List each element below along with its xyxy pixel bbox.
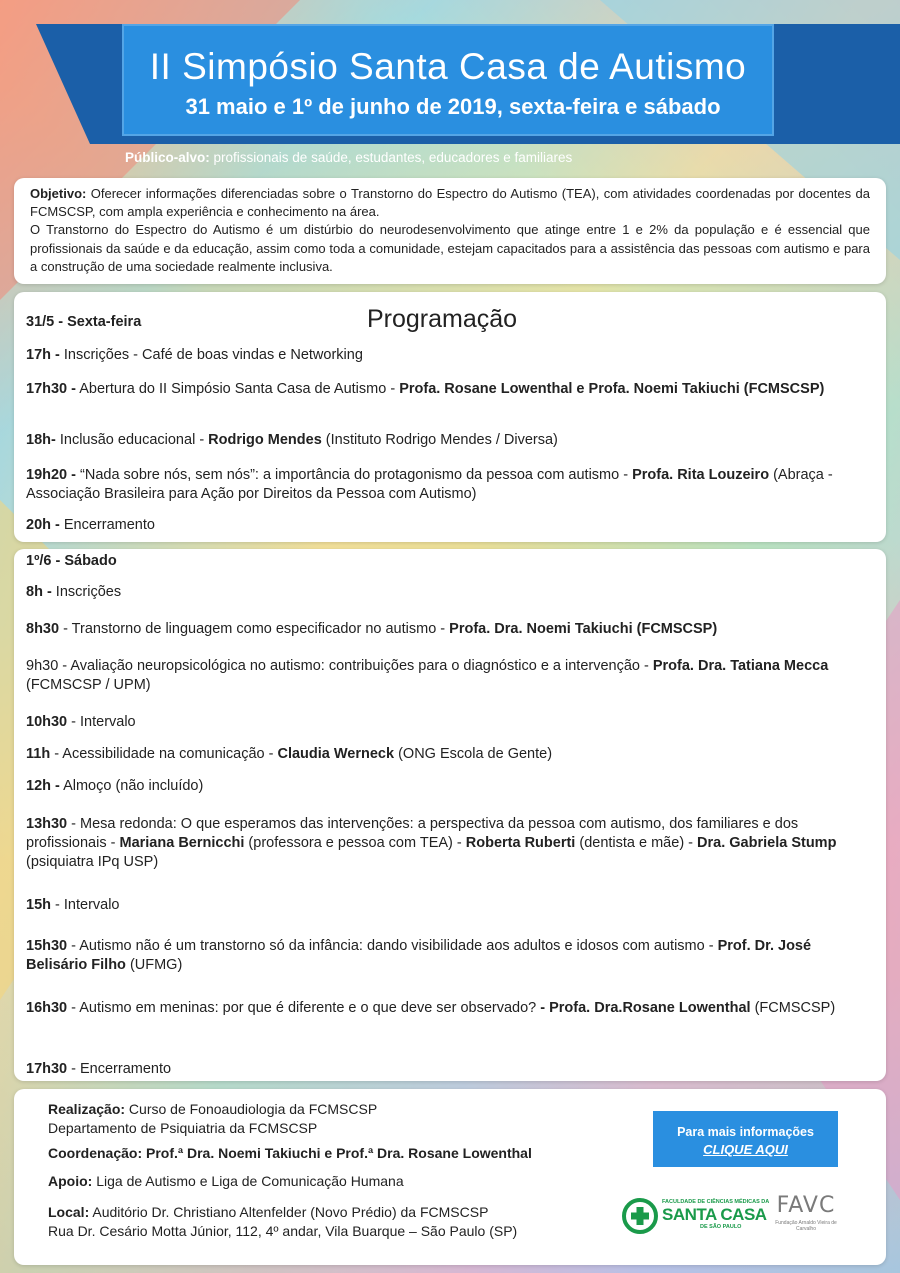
santa-casa-logo bbox=[622, 1196, 770, 1236]
schedule-text: - Transtorno de linguagem como especificador no autismo - bbox=[59, 621, 450, 637]
local-address: Rua Dr. Cesário Motta Júnior, 112, 4º andar, Vila Buarque – São Paulo (SP) bbox=[48, 1223, 518, 1239]
target-audience bbox=[125, 150, 572, 165]
schedule-affiliation: (psiquiatra IPq USP) bbox=[26, 854, 159, 870]
apoio-label: Apoio: bbox=[48, 1173, 93, 1189]
schedule-time: 15h bbox=[26, 897, 51, 913]
schedule-time: 13h30 bbox=[26, 816, 68, 832]
schedule-time: 9h30 bbox=[26, 658, 59, 674]
schedule-text: - Intervalo bbox=[67, 714, 136, 730]
schedule-item bbox=[26, 745, 866, 764]
schedule-text: - Acessibilidade na comunicação - bbox=[50, 746, 278, 762]
realizacao-text: Curso de Fonoaudiologia da FCMSCSP bbox=[125, 1101, 378, 1117]
schedule-speaker: Profa. Rosane Lowenthal e Profa. Noemi Takiuchi (FCMSCSP) bbox=[399, 381, 825, 397]
santa-casa-caption: FACULDADE DE CIÊNCIAS MÉDICAS DA bbox=[662, 1199, 770, 1205]
favc-logo bbox=[772, 1193, 840, 1241]
schedule-time: 16h30 bbox=[26, 1000, 68, 1016]
coordenacao-block bbox=[48, 1144, 638, 1163]
objective-label: Objetivo: bbox=[30, 186, 87, 201]
local-block bbox=[48, 1203, 638, 1241]
schedule-time: 8h30 bbox=[26, 621, 60, 637]
schedule-time: 20h - bbox=[26, 517, 60, 533]
schedule-item bbox=[26, 657, 866, 695]
realizacao-text-2: Departamento de Psiquiatria da FCMSCSP bbox=[48, 1120, 318, 1136]
schedule-text: - Autismo em meninas: por que é diferente e o que deve ser observado? bbox=[67, 1000, 541, 1016]
schedule-text: Almoço (não incluído) bbox=[59, 778, 204, 794]
schedule-item bbox=[26, 777, 866, 796]
apoio-block bbox=[48, 1172, 638, 1191]
schedule-speaker: Mariana Bernicchi bbox=[119, 835, 245, 851]
schedule-item bbox=[26, 815, 866, 872]
schedule-speaker: Rodrigo Mendes bbox=[208, 432, 322, 448]
title-box bbox=[122, 24, 774, 136]
schedule-time: 17h30 - bbox=[26, 381, 76, 397]
schedule-text: - Autismo não é um transtorno só da infância: dando visibilidade aos adultos e idosos com autismo - bbox=[67, 938, 718, 954]
objective-text: Oferecer informações diferenciadas sobre o Transtorno do Espectro do Autismo (TEA), com atividades coordenadas por docentes da FCMSCSP, com ampla experiência e conhecimento na área. bbox=[30, 186, 870, 220]
schedule-text: Abertura do II Simpósio Santa Casa de Autismo - bbox=[75, 381, 400, 397]
schedule-speaker: Claudia Werneck bbox=[277, 746, 395, 762]
schedule-item bbox=[26, 1060, 866, 1079]
schedule-time: 12h - bbox=[26, 778, 60, 794]
favc-caption: Fundação Arnaldo Vieira de Carvalho bbox=[775, 1220, 837, 1232]
santa-casa-name: SANTA CASA bbox=[662, 1205, 767, 1224]
schedule-text: Inclusão educacional - bbox=[55, 432, 209, 448]
schedule-text: Inscrições bbox=[51, 584, 122, 600]
more-info-label: Para mais informações bbox=[677, 1125, 814, 1139]
schedule-speaker: Profa. Rita Louzeiro bbox=[632, 467, 770, 483]
coordenacao-text: Prof.ª Dra. Noemi Takiuchi e Prof.ª Dra. Rosane Lowenthal bbox=[142, 1145, 532, 1161]
realizacao-block bbox=[48, 1100, 638, 1138]
schedule-item bbox=[26, 346, 866, 365]
program-title: Programação bbox=[367, 305, 518, 333]
schedule-affiliation: (ONG Escola de Gente) bbox=[394, 746, 553, 762]
schedule-time: 11h bbox=[26, 746, 51, 762]
schedule-time: 17h - bbox=[26, 347, 60, 363]
schedule-speaker: Prof. Dr. José Belisário Filho bbox=[26, 938, 812, 973]
schedule-time: 19h20 - bbox=[26, 467, 76, 483]
schedule-speaker: Profa. Dra. Noemi Takiuchi (FCMSCSP) bbox=[449, 621, 718, 637]
schedule-speaker: Profa. Dra. Tatiana Mecca bbox=[652, 658, 829, 674]
schedule-item bbox=[26, 583, 866, 602]
day2-label-text: 1º/6 - Sábado bbox=[26, 553, 117, 569]
local-label: Local: bbox=[48, 1204, 90, 1220]
schedule-affiliation: (Instituto Rodrigo Mendes / Diversa) bbox=[321, 432, 558, 448]
schedule-text: - Encerramento bbox=[67, 1061, 172, 1077]
schedule-text: - Mesa redonda: O que esperamos das intervenções: a perspectiva da pessoa com autismo, dos familiares e dos profissionais - bbox=[26, 816, 799, 851]
event-dates: 31 maio e 1º de junho de 2019, sexta-feira e sábado bbox=[185, 94, 721, 119]
schedule-text: - Intervalo bbox=[51, 897, 120, 913]
schedule-item bbox=[26, 516, 866, 535]
local-text: Auditório Dr. Christiano Altenfelder (Novo Prédio) da FCMSCSP bbox=[89, 1204, 489, 1220]
apoio-text: Liga de Autismo e Liga de Comunicação Humana bbox=[92, 1173, 404, 1189]
realizacao-label: Realização: bbox=[48, 1101, 126, 1117]
page-title: II Simpósio Santa Casa de Autismo bbox=[149, 46, 747, 87]
schedule-time: 17h30 bbox=[26, 1061, 68, 1077]
schedule-affiliation: (professora e pessoa com TEA) - bbox=[244, 835, 466, 851]
santa-casa-city: DE SÃO PAULO bbox=[700, 1224, 742, 1230]
day1-label-text: 31/5 - Sexta-feira bbox=[26, 314, 142, 330]
schedule-speaker: Roberta Ruberti bbox=[465, 835, 576, 851]
schedule-affiliation: (FCMSCSP / UPM) bbox=[26, 677, 151, 693]
day2-label bbox=[26, 552, 866, 571]
target-audience-label: Público-alvo: bbox=[125, 150, 210, 165]
schedule-time: 8h - bbox=[26, 584, 52, 600]
cross-icon bbox=[622, 1198, 658, 1234]
schedule-time: 15h30 bbox=[26, 938, 68, 954]
schedule-text: “Nada sobre nós, sem nós”: a importância do protagonismo da pessoa com autismo - bbox=[75, 467, 633, 483]
schedule-item bbox=[26, 999, 866, 1018]
schedule-time: 10h30 bbox=[26, 714, 68, 730]
schedule-speaker: - Profa. Dra.Rosane Lowenthal bbox=[540, 1000, 751, 1016]
schedule-text: Inscrições - Café de boas vindas e Networking bbox=[59, 347, 363, 363]
more-info-button[interactable] bbox=[653, 1111, 838, 1167]
schedule-item bbox=[26, 713, 866, 732]
schedule-affiliation: (UFMG) bbox=[125, 957, 183, 973]
schedule-speaker: Dra. Gabriela Stump bbox=[697, 835, 837, 851]
schedule-item bbox=[26, 380, 866, 399]
click-here-link[interactable]: CLIQUE AQUI bbox=[703, 1142, 788, 1157]
day1-label bbox=[26, 313, 866, 332]
objective-card bbox=[14, 178, 886, 284]
objective-text-2: O Transtorno do Espectro do Autismo é um distúrbio do neurodesenvolvimento que atinge entre 1 e 2% da população e é essencial que profissionais da saúde e da educação, assim como toda a comunidade, estejam capacitados para a assistência das pessoas com autismo e para a construção de uma sociedade realmente inclusiva. bbox=[30, 222, 870, 274]
schedule-item bbox=[26, 431, 866, 450]
schedule-item bbox=[26, 896, 866, 915]
schedule-affiliation: (FCMSCSP) bbox=[750, 1000, 836, 1016]
coordenacao-label: Coordenação: bbox=[48, 1145, 143, 1161]
schedule-item bbox=[26, 937, 866, 975]
favc-name: FAVC bbox=[776, 1193, 836, 1218]
schedule-affiliation: (dentista e mãe) - bbox=[575, 835, 698, 851]
schedule-item bbox=[26, 620, 866, 639]
schedule-time: 18h- bbox=[26, 432, 56, 448]
schedule-affiliation: (Abraça - Associação Brasileira para Ação por Direitos da Pessoa com Autismo) bbox=[26, 467, 833, 502]
schedule-text: - Avaliação neuropsicológica no autismo: contribuições para o diagnóstico e a intervenção - bbox=[58, 658, 653, 674]
target-audience-text: profissionais de saúde, estudantes, educadores e familiares bbox=[209, 150, 573, 165]
schedule-item bbox=[26, 466, 866, 504]
schedule-text: Encerramento bbox=[59, 517, 155, 533]
objective-paragraph bbox=[14, 178, 886, 276]
